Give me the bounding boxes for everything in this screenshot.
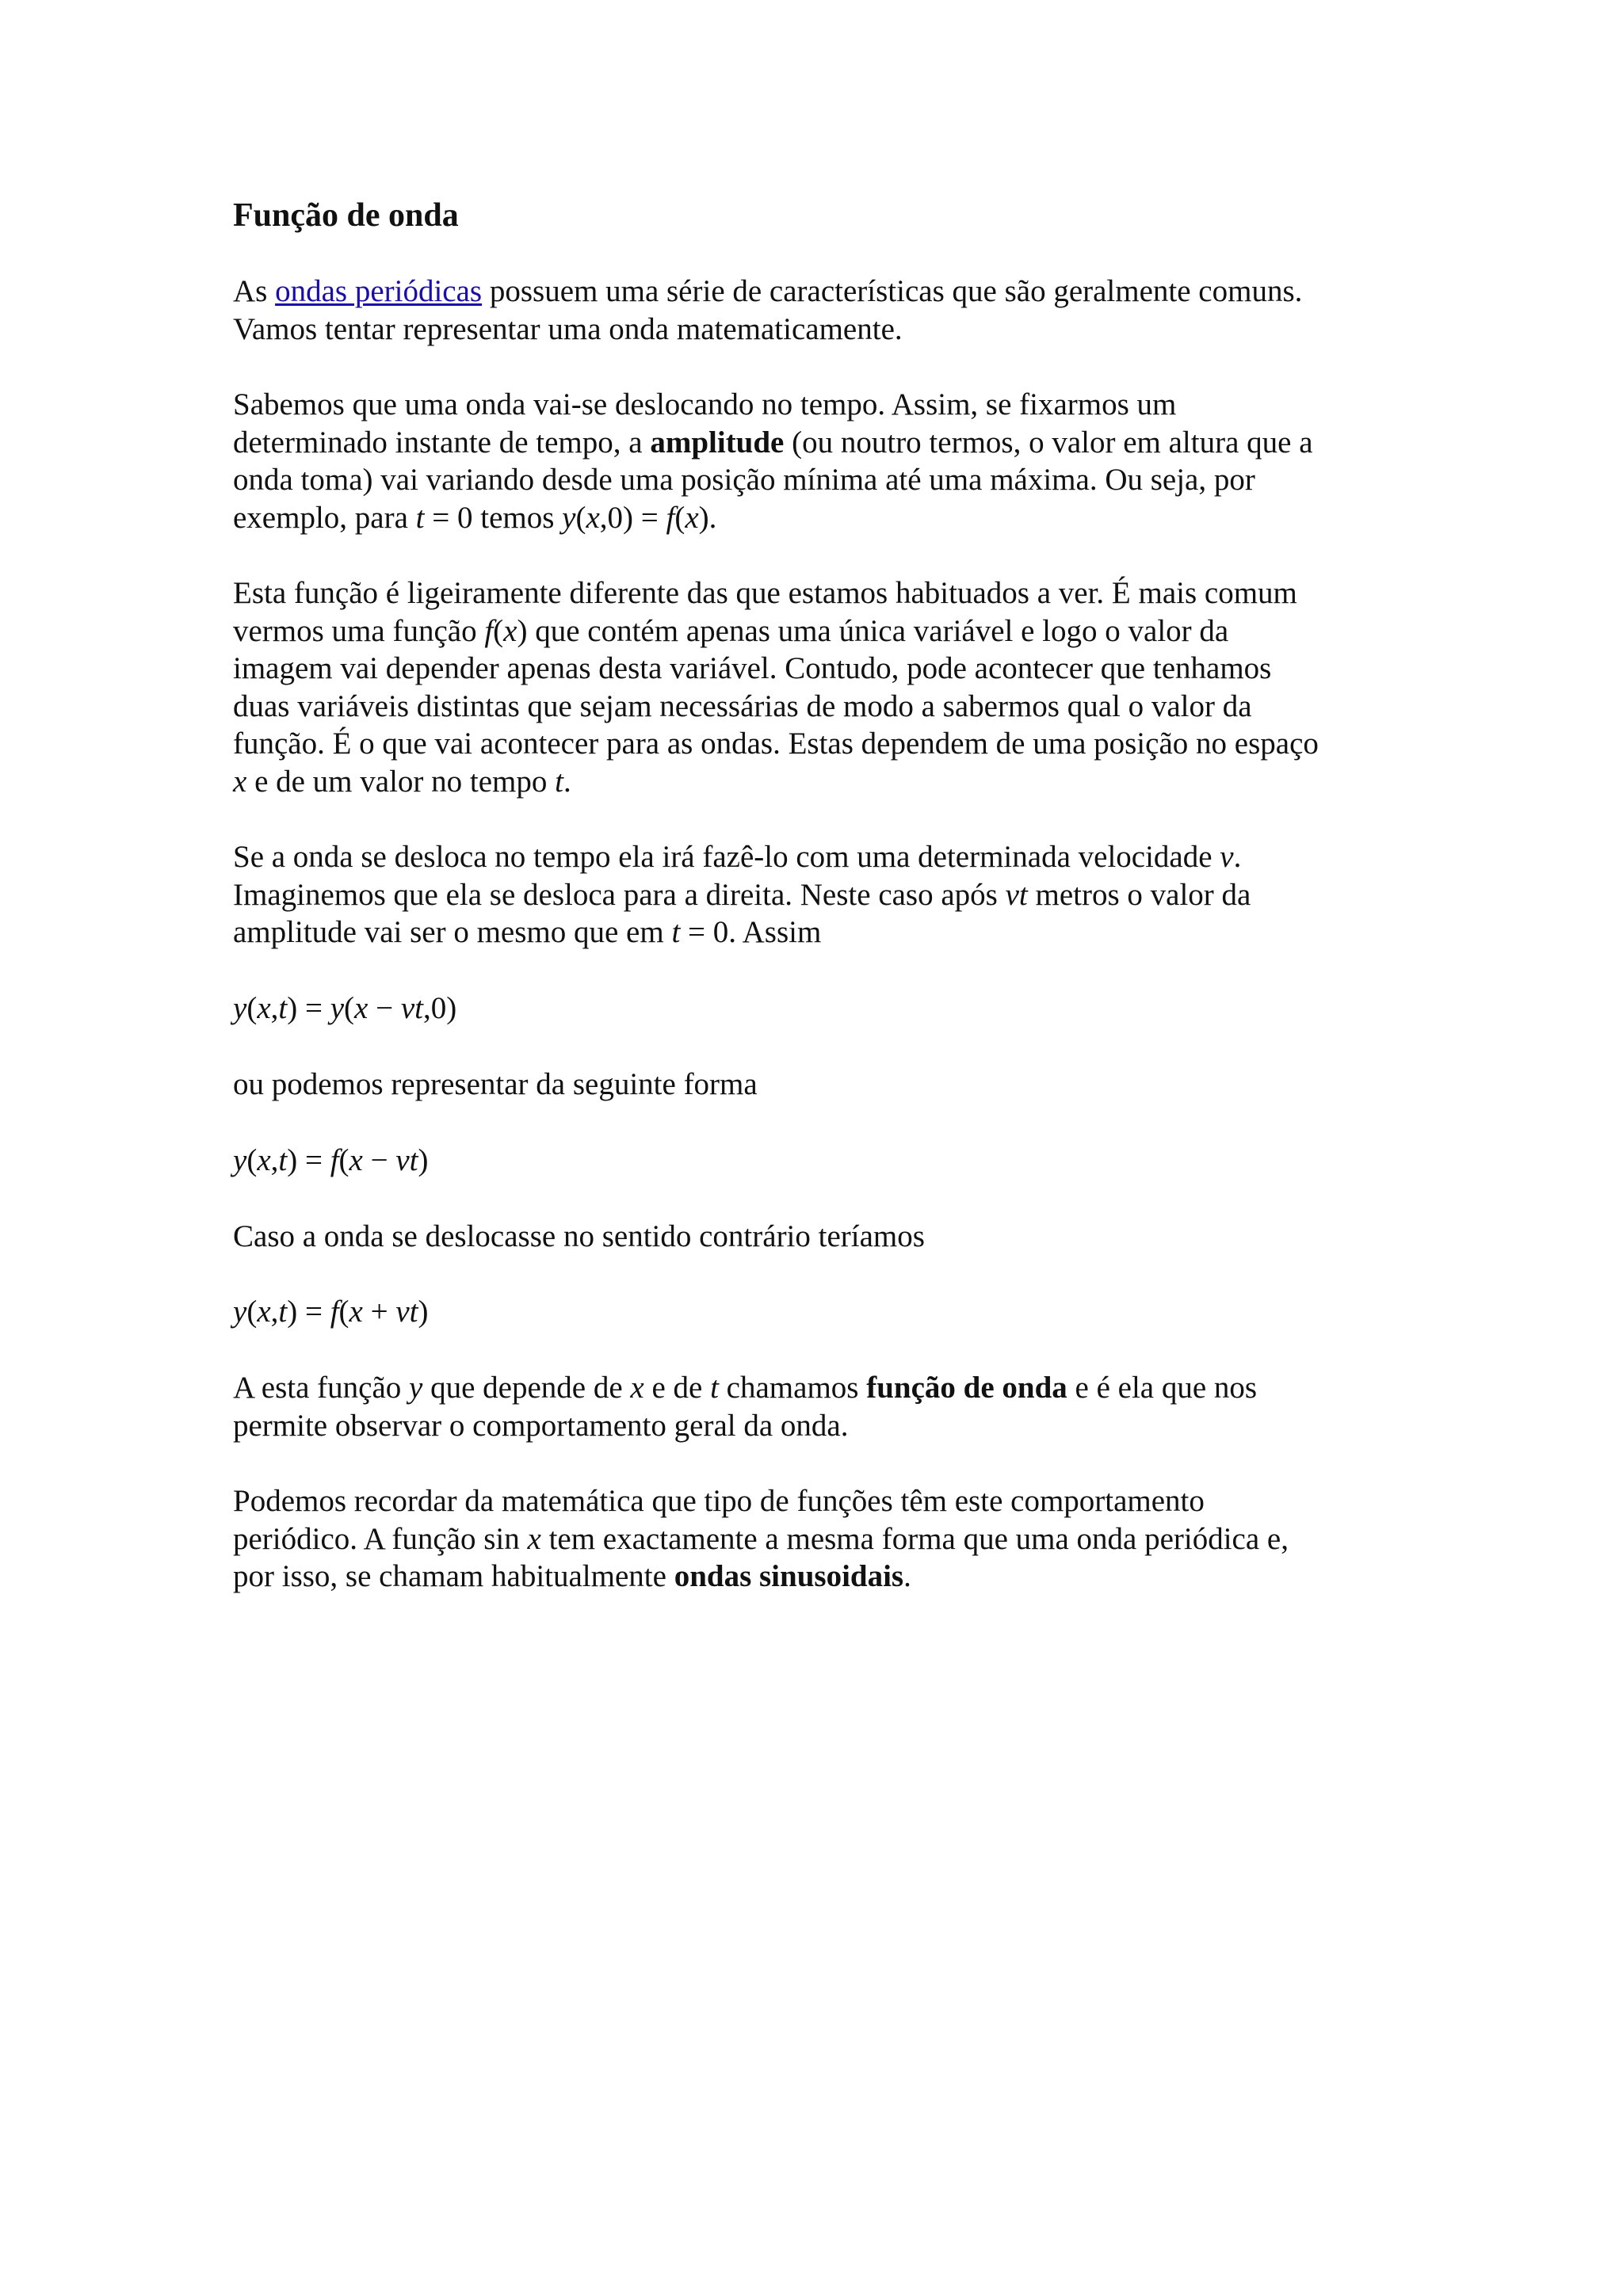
math-var: t [710, 1371, 719, 1405]
math-var: y [233, 991, 247, 1025]
text-span: possuem uma série de características que são geralmente comuns. [482, 274, 1303, 308]
text-span: ( [246, 1295, 258, 1329]
math-var: x [233, 764, 247, 799]
math-var: x [349, 1295, 363, 1329]
text-line [233, 913, 1251, 952]
math-var: x [257, 1143, 271, 1177]
text-span: que depende de [422, 1371, 631, 1405]
text-span: por isso, se chamam habitualmente [233, 1559, 674, 1593]
equation-line [233, 1293, 429, 1331]
text-span: − [362, 1143, 396, 1177]
text-span: ). [698, 500, 717, 535]
text-span: ( [338, 1295, 349, 1329]
text-line [233, 763, 1319, 801]
represent-paragraph [233, 1066, 758, 1104]
text-span: = 0 temos [424, 500, 563, 535]
math-var: x [503, 613, 517, 648]
equation-line [233, 990, 456, 1028]
text-span: ( [674, 500, 685, 535]
equation-line [233, 1142, 429, 1180]
text-line: Vamos tentar representar uma onda matematicamente. [233, 311, 903, 346]
text-span: ) [418, 1295, 429, 1329]
velocity-paragraph [233, 838, 1251, 952]
text-span: ,0) = [599, 500, 666, 535]
bold-term: função de onda [866, 1371, 1067, 1405]
math-var: x [257, 1295, 271, 1329]
text-span: amplitude vai ser o mesmo que em [233, 915, 672, 949]
text-span: . [563, 764, 571, 799]
math-var: vt [395, 1143, 418, 1177]
text-line: onda toma) vai variando desde uma posição mínima até uma máxima. Ou seja, por [233, 463, 1255, 497]
text-span: ) = [287, 1143, 330, 1177]
math-var: t [278, 1295, 288, 1329]
text-span: metros o valor da [1027, 877, 1251, 912]
text-line [233, 1369, 1257, 1407]
text-line [233, 838, 1251, 876]
opposite-direction-paragraph [233, 1218, 925, 1256]
text-span: Imaginemos que ela se desloca para a direita. Neste caso após [233, 877, 1006, 912]
text-span: ( [493, 613, 504, 648]
text-span: ) [418, 1143, 429, 1177]
text-span: e é ela que nos [1067, 1371, 1258, 1405]
math-var: y [409, 1371, 423, 1405]
page-title: Função de onda [233, 197, 459, 234]
math-var: t [671, 915, 681, 949]
text-line: ou podemos representar da seguinte forma [233, 1067, 758, 1101]
text-span: vermos uma função [233, 613, 485, 648]
math-var: f [330, 1295, 339, 1329]
text-line: imagem vai depender apenas desta variável. Contudo, pode acontecer que tenhamos [233, 651, 1272, 685]
text-line [233, 612, 1319, 650]
text-span: ( [246, 1143, 258, 1177]
text-line: permite observar o comportamento geral da onda. [233, 1408, 849, 1443]
text-line: função. É o que vai acontecer para as ondas. Estas dependem de uma posição no espaço [233, 727, 1319, 761]
text-span: , [270, 991, 279, 1025]
math-var: x [685, 500, 699, 535]
text-span: tem exactamente a mesma forma que uma onda periódica e, [540, 1521, 1289, 1556]
math-var: f [666, 500, 675, 535]
text-line: Sabemos que uma onda vai-se deslocando no tempo. Assim, se fixarmos um [233, 387, 1177, 421]
text-span: , [270, 1295, 279, 1329]
math-var: y [330, 991, 345, 1025]
text-span: determinado instante de tempo, a [233, 425, 651, 460]
math-var: x [354, 991, 369, 1025]
text-span: ( [246, 991, 258, 1025]
math-var: x [349, 1143, 363, 1177]
equation-f-minus [233, 1142, 429, 1180]
text-span: ( [344, 991, 355, 1025]
equation-f-plus [233, 1293, 429, 1331]
text-line [233, 1520, 1289, 1558]
math-var: x [630, 1371, 644, 1405]
text-line: Esta função é ligeiramente diferente das que estamos habituados a ver. É mais comum [233, 576, 1297, 610]
text-line [233, 876, 1251, 914]
text-span: periódico. A função sin [233, 1521, 528, 1556]
math-var: t [278, 991, 288, 1025]
math-var: v [1220, 840, 1234, 874]
text-line [233, 499, 1313, 537]
text-span: e de [643, 1371, 711, 1405]
math-var: x [257, 991, 271, 1025]
text-line [233, 1558, 1289, 1596]
text-span: ( [575, 500, 586, 535]
math-var: t [278, 1143, 288, 1177]
intro-paragraph [233, 273, 1302, 348]
text-span: , [270, 1143, 279, 1177]
equation-shift-right [233, 990, 456, 1028]
text-span: ( [338, 1143, 349, 1177]
text-span: . [1233, 840, 1242, 874]
math-var: x [586, 500, 600, 535]
text-span: ) que contém apenas uma única variável e logo o valor da [517, 613, 1229, 648]
text-span: = 0. Assim [680, 915, 822, 949]
math-var: f [484, 613, 494, 648]
math-var: x [527, 1521, 541, 1556]
text-span: As [233, 274, 276, 308]
text-line [233, 424, 1313, 462]
text-span: ) = [287, 1295, 330, 1329]
math-var: y [233, 1143, 247, 1177]
text-span: exemplo, para [233, 500, 416, 535]
text-span: . [903, 1559, 911, 1593]
math-var: vt [395, 1295, 418, 1329]
periodic-waves-link[interactable]: ondas periódicas [275, 274, 483, 308]
text-line: duas variáveis distintas que sejam necessárias de modo a sabermos qual o valor da [233, 688, 1252, 723]
text-line: Caso a onda se deslocasse no sentido contrário teríamos [233, 1219, 925, 1253]
text-span: ,0) [422, 991, 457, 1025]
bold-term: ondas sinusoidais [674, 1559, 904, 1593]
math-var: vt [400, 991, 423, 1025]
wave-function-paragraph [233, 1369, 1257, 1444]
two-variables-paragraph [233, 574, 1319, 800]
math-var: t [415, 500, 425, 535]
math-var: t [555, 764, 563, 799]
text-span: Se a onda se desloca no tempo ela irá fazê-lo com uma determinada velocidade [233, 840, 1220, 874]
text-span: chamamos [718, 1371, 867, 1405]
text-span: A esta função [233, 1371, 410, 1405]
amplitude-paragraph [233, 386, 1313, 536]
text-span: + [362, 1295, 396, 1329]
text-line [233, 273, 1302, 311]
text-line: Podemos recordar da matemática que tipo de funções têm este comportamento [233, 1484, 1205, 1518]
bold-term: amplitude [650, 425, 785, 460]
text-span: (ou noutro termos, o valor em altura que a [784, 425, 1313, 460]
text-span: ) = [287, 991, 330, 1025]
text-span: e de um valor no tempo [246, 764, 556, 799]
sinusoidal-paragraph [233, 1482, 1289, 1596]
math-var: vt [1005, 877, 1028, 912]
math-var: y [233, 1295, 247, 1329]
text-span: − [368, 991, 401, 1025]
math-var: y [562, 500, 576, 535]
math-var: f [330, 1143, 339, 1177]
